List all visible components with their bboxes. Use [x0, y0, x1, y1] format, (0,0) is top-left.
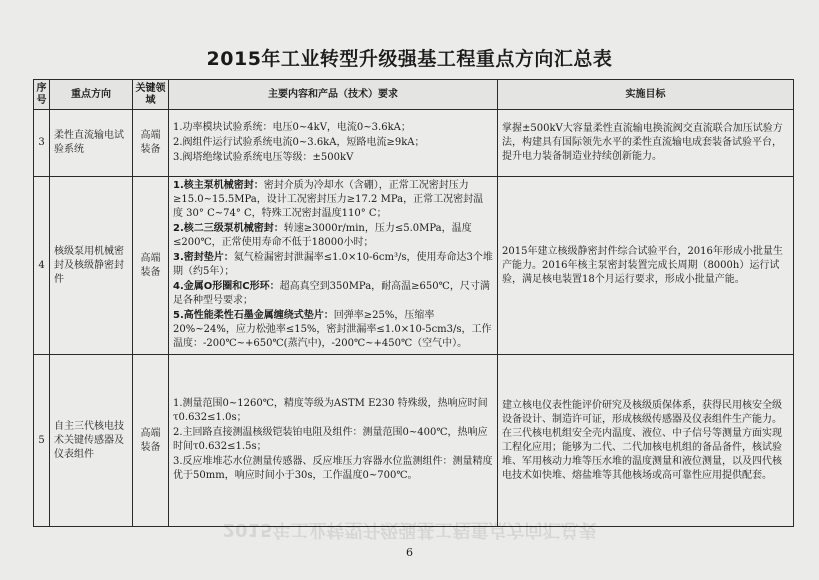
- row-target: 掌握±500kV大容量柔性直流输电换流阀交直流联合加压试验方法，构建具有国际领先水平的柔性直流输电成套装备试验平台，提升电力装备制造业持续创新能力。: [498, 110, 794, 177]
- requirement-heading: 4.金属O形圈和C形环：: [173, 281, 280, 292]
- requirement-heading: 2.核二三级泵机械密封：: [173, 223, 284, 234]
- row-field: 高端装备: [133, 110, 169, 177]
- row-field: 高端装备: [133, 355, 169, 527]
- requirement-item: [173, 280, 493, 308]
- row-direction: 柔性直流输电试验系统: [50, 110, 133, 177]
- summary-table: [33, 79, 794, 527]
- requirement-item: [173, 222, 493, 250]
- row-num: 4: [34, 177, 50, 355]
- requirement-heading: 3.密封垫片：: [173, 252, 234, 263]
- row-direction: 核级泵用机械密封及核级静密封件: [50, 177, 133, 355]
- requirement-heading: 1.核主泵机械密封：: [173, 180, 264, 191]
- table-row: [34, 177, 794, 355]
- requirement-item: 2.主回路直接测温核级铠装铂电阻及组件：测量范围0~400℃，热响应时间τ0.632≤1.5s；: [173, 427, 488, 452]
- row-content: [169, 355, 498, 527]
- requirement-item: 3.阀塔绝缘试验系统电压等级：±500kV: [173, 151, 354, 163]
- row-direction: 自主三代核电技术关键传感器及仪表组件: [50, 355, 133, 527]
- row-num: 5: [34, 355, 50, 527]
- requirement-item: 3.反应堆堆芯水位测量传感器、反应堆压力容器水位监测组件：测量精度优于50mm，响应时间小于30s，工作温度0~700℃。: [173, 456, 493, 481]
- row-num: 3: [34, 110, 50, 177]
- row-target: 2015年建立核级静密封件综合试验平台，2016年形成小批量生产能力。2016年核主泵密封装置完成长周期（8000h）运行试验，满足核电装置18个月运行要求，形成小批量产能。: [498, 177, 794, 355]
- page-title: 2015年工业转型升级强基工程重点方向汇总表: [206, 48, 613, 70]
- row-content: [169, 177, 498, 355]
- page-number: 6: [406, 546, 413, 559]
- requirement-text: 回弹率≥25%，压缩率20%~24%，应力松弛率≤15%，密封泄漏率≤1.0×10-5cm3/s，工作温度：-200℃~+650℃(蒸汽中)，-200℃~+450℃（空气中）。: [173, 310, 492, 349]
- header-direction: 重点方向: [50, 80, 133, 110]
- table-row: [34, 110, 794, 177]
- requirement-text: 密封介质为冷却水（含硼），正常工况密封压力≥15.0~15.5MPa，设计工况密封压力≥17.2 MPa，正常工况密封温度 30° C~74° C，特殊工况密封温度110° C；: [173, 180, 484, 219]
- header-target: 实施目标: [498, 80, 794, 110]
- bleed-through-title: 2015年工业转型升级强基工程重点方向汇总表: [222, 519, 597, 540]
- requirement-item: 1.测量范围0~1260℃，精度等级为ASTM E230 特殊级，热响应时间τ0.632≤1.0s；: [173, 398, 488, 423]
- requirement-item: 2.阀组件运行试验系统电流0~3.6kA，短路电流≥9kA；: [173, 136, 425, 148]
- requirement-text: 氦气检漏密封泄漏率≤1.0×10-6cm³/s，使用寿命达3个堆期（约5年）；: [173, 252, 493, 277]
- row-target: 建立核电仪表性能评价研究及核级质保体系，获得民用核安全级设备设计、制造许可证，形成核级传感器及仪表组件生产能力。在三代核电机组安全壳内温度、液位、中子信号等测量方面实现工程化应用；能够为二代、二代加核电机组的备品备件，核试验堆、军用核动力堆等压水堆的温度测量和液位测量，以及四代核电技术如快堆、熔盐堆等其他核场或高可靠性应用提供配套。: [498, 355, 794, 527]
- table-header-row: [34, 80, 794, 110]
- requirement-text: 超高真空到350MPa，耐高温≥650℃，尺寸满足各种型号要求；: [173, 281, 490, 306]
- table-row: [34, 355, 794, 527]
- requirement-heading: 5.高性能柔性石墨金属缠绕式垫片：: [173, 310, 334, 321]
- requirement-text: 转速≥3000r/min，压力≤5.0MPa，温度≤200℃，正常使用寿命不低于18000小时；: [173, 223, 472, 248]
- requirement-item: [173, 309, 493, 351]
- requirement-item: 1.功率模块试验系统：电压0~4kV，电流0~3.6kA；: [173, 121, 411, 133]
- row-content: [169, 110, 498, 177]
- row-field: 高端装备: [133, 177, 169, 355]
- header-content: 主要内容和产品（技术）要求: [169, 80, 498, 110]
- header-num: 序号: [34, 80, 50, 110]
- header-field: 关键领域: [133, 80, 169, 110]
- requirement-item: [173, 179, 493, 221]
- requirement-item: [173, 251, 493, 279]
